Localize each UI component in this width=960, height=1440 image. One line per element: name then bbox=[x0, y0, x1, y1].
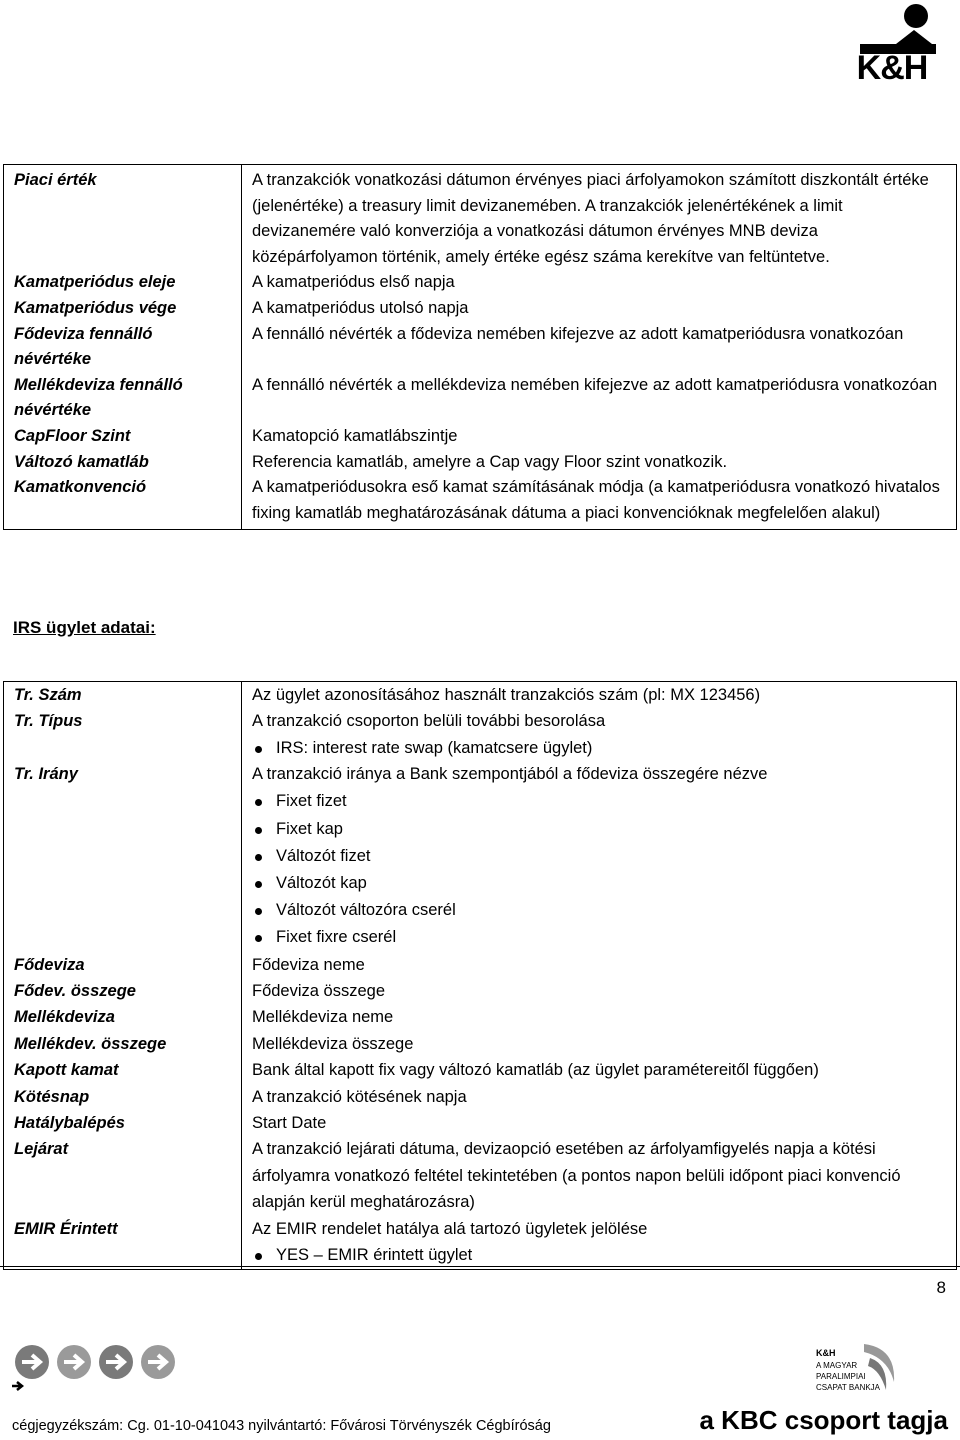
desc-cell: Bank által kapott fix vagy változó kamatláb (az ügylet paramétereitől függően) bbox=[242, 1057, 957, 1083]
bullet-item: Fixet fizet bbox=[252, 788, 946, 815]
bullet-item: Változót fizet bbox=[252, 843, 946, 870]
kh-logo bbox=[836, 0, 948, 90]
desc-cell: Mellékdeviza összege bbox=[242, 1031, 957, 1057]
term-cell: Mellékdev. összege bbox=[4, 1031, 242, 1057]
table-row bbox=[4, 1110, 957, 1136]
term-cell: Piaci érték bbox=[4, 165, 242, 271]
desc-cell bbox=[242, 708, 957, 761]
table-row bbox=[4, 373, 957, 424]
bullet-item: YES – EMIR érintett ügylet bbox=[252, 1242, 946, 1268]
desc-cell: Kamatopció kamatlábszintje bbox=[242, 424, 957, 450]
table-row bbox=[4, 952, 957, 978]
term-cell: CapFloor Szint bbox=[4, 424, 242, 450]
desc-cell: Az ügylet azonosításához használt tranzakciós szám (pl: MX 123456) bbox=[242, 682, 957, 709]
arrow-icon bbox=[141, 1345, 175, 1379]
table-row bbox=[4, 708, 957, 761]
table-row bbox=[4, 1084, 957, 1110]
term-cell: Mellékdeviza fennálló névértéke bbox=[4, 373, 242, 424]
term-cell: Tr. Típus bbox=[4, 708, 242, 761]
logo-text: K&H bbox=[856, 49, 928, 87]
kbc-tagline: a KBC csoport tagja bbox=[699, 1405, 948, 1435]
footer-divider bbox=[0, 1266, 960, 1267]
bullet-item: Fixet fixre cserél bbox=[252, 924, 946, 951]
desc-cell: Fődeviza neme bbox=[242, 952, 957, 978]
table-row bbox=[4, 978, 957, 1004]
section-title: IRS ügylet adatai: bbox=[13, 618, 156, 637]
table-row bbox=[4, 1057, 957, 1083]
term-cell: Tr. Szám bbox=[4, 682, 242, 709]
term-cell: Változó kamatláb bbox=[4, 450, 242, 476]
desc-text: Az EMIR rendelet hatálya alá tartozó ügyletek jelölése bbox=[252, 1219, 648, 1238]
term-cell: Kamatperiódus vége bbox=[4, 296, 242, 322]
table-row bbox=[4, 424, 957, 450]
table-row bbox=[4, 296, 957, 322]
desc-text: A tranzakció iránya a Bank szempontjából a fődeviza összegére nézve bbox=[252, 765, 768, 784]
arrow-icon bbox=[99, 1345, 133, 1379]
small-arrow-icon bbox=[12, 1382, 22, 1390]
desc-cell: Start Date bbox=[242, 1110, 957, 1136]
table-row bbox=[4, 165, 957, 271]
desc-cell: Referencia kamatláb, amelyre a Cap vagy Floor szint vonatkozik. bbox=[242, 450, 957, 476]
table-row bbox=[4, 1031, 957, 1057]
term-cell: Fődev. összege bbox=[4, 978, 242, 1004]
definitions-table-1 bbox=[3, 164, 957, 530]
term-cell: Tr. Irány bbox=[4, 761, 242, 951]
term-cell: Fődeviza bbox=[4, 952, 242, 978]
arrow-icon bbox=[57, 1345, 91, 1379]
footer-arrows-decoration bbox=[12, 1344, 182, 1394]
desc-cell: A kamatperiódusokra eső kamat számításának módja (a kamatperiódusra vonatkozó hivatalos fixing kamatláb meghatározásának dátuma a piaci konvencióknak megfelelően alakul) bbox=[242, 475, 957, 530]
term-cell: EMIR Érintett bbox=[4, 1216, 242, 1269]
company-registry: cégjegyzékszám: Cg. 01-10-041043 nyilvántartó: Fővárosi Törvényszék Cégbíróság bbox=[12, 1418, 551, 1434]
desc-cell: A tranzakció lejárati dátuma, devizaopció esetében az árfolyamfigyelés napja a kötési árfolyamra vonatkozó feltétel tekintetében (a pontos napon belüli időpont piaci konvenció alapján kerül meghatározásra) bbox=[242, 1136, 957, 1215]
paralympic-badge bbox=[808, 1338, 908, 1404]
badge-line: PARALIMPIAI bbox=[816, 1372, 866, 1381]
term-cell: Kamatkonvenció bbox=[4, 475, 242, 530]
term-cell: Mellékdeviza bbox=[4, 1004, 242, 1030]
table-row bbox=[4, 682, 957, 709]
term-cell: Kapott kamat bbox=[4, 1057, 242, 1083]
table-row bbox=[4, 322, 957, 373]
desc-cell: A fennálló névérték a mellékdeviza nemében kifejezve az adott kamatperiódusra vonatkozóan bbox=[242, 373, 957, 424]
table-row bbox=[4, 761, 957, 951]
desc-cell: A kamatperiódus első napja bbox=[242, 270, 957, 296]
table-row bbox=[4, 450, 957, 476]
desc-cell bbox=[242, 1216, 957, 1269]
bullet-item: Fixet kap bbox=[252, 816, 946, 843]
desc-cell: Mellékdeviza neme bbox=[242, 1004, 957, 1030]
table-row bbox=[4, 270, 957, 296]
paralympic-emblem-icon bbox=[808, 1338, 908, 1404]
desc-cell: A tranzakciók vonatkozási dátumon érvényes piaci árfolyamokon számított diszkontált értéke (jelenértéke) a treasury limit devizanemében. A tranzakciók jelenértékének a limit devizanemére való konverziója a vonatkozási dátumon érvényes MNB deviza középárfolyamon történik, amely értéke egész száma kerekítve van feltüntetve. bbox=[242, 165, 957, 271]
definitions-table-2 bbox=[3, 681, 957, 1270]
badge-line: CSAPAT BANKJA bbox=[816, 1383, 881, 1392]
desc-cell: Fődeviza összege bbox=[242, 978, 957, 1004]
term-cell: Fődeviza fennálló névértéke bbox=[4, 322, 242, 373]
desc-cell: A kamatperiódus utolsó napja bbox=[242, 296, 957, 322]
desc-text: A tranzakció csoporton belüli további besorolása bbox=[252, 712, 606, 731]
term-cell: Kötésnap bbox=[4, 1084, 242, 1110]
badge-line: A MAGYAR bbox=[816, 1361, 858, 1370]
term-cell: Lejárat bbox=[4, 1136, 242, 1215]
desc-cell: A fennálló névérték a fődeviza nemében kifejezve az adott kamatperiódusra vonatkozóan bbox=[242, 322, 957, 373]
table-row bbox=[4, 1136, 957, 1215]
desc-cell bbox=[242, 761, 957, 951]
table-row bbox=[4, 475, 957, 530]
page-number: 8 bbox=[936, 1278, 946, 1297]
badge-line: K&H bbox=[816, 1348, 836, 1358]
desc-cell: A tranzakció kötésének napja bbox=[242, 1084, 957, 1110]
arrow-icon bbox=[15, 1345, 49, 1379]
table-row bbox=[4, 1216, 957, 1269]
bullet-item: Változót változóra cserél bbox=[252, 897, 946, 924]
term-cell: Kamatperiódus eleje bbox=[4, 270, 242, 296]
term-cell: Hatálybalépés bbox=[4, 1110, 242, 1136]
bullet-item: IRS: interest rate swap (kamatcsere ügylet) bbox=[252, 735, 946, 761]
bullet-item: Változót kap bbox=[252, 870, 946, 897]
table-row bbox=[4, 1004, 957, 1030]
